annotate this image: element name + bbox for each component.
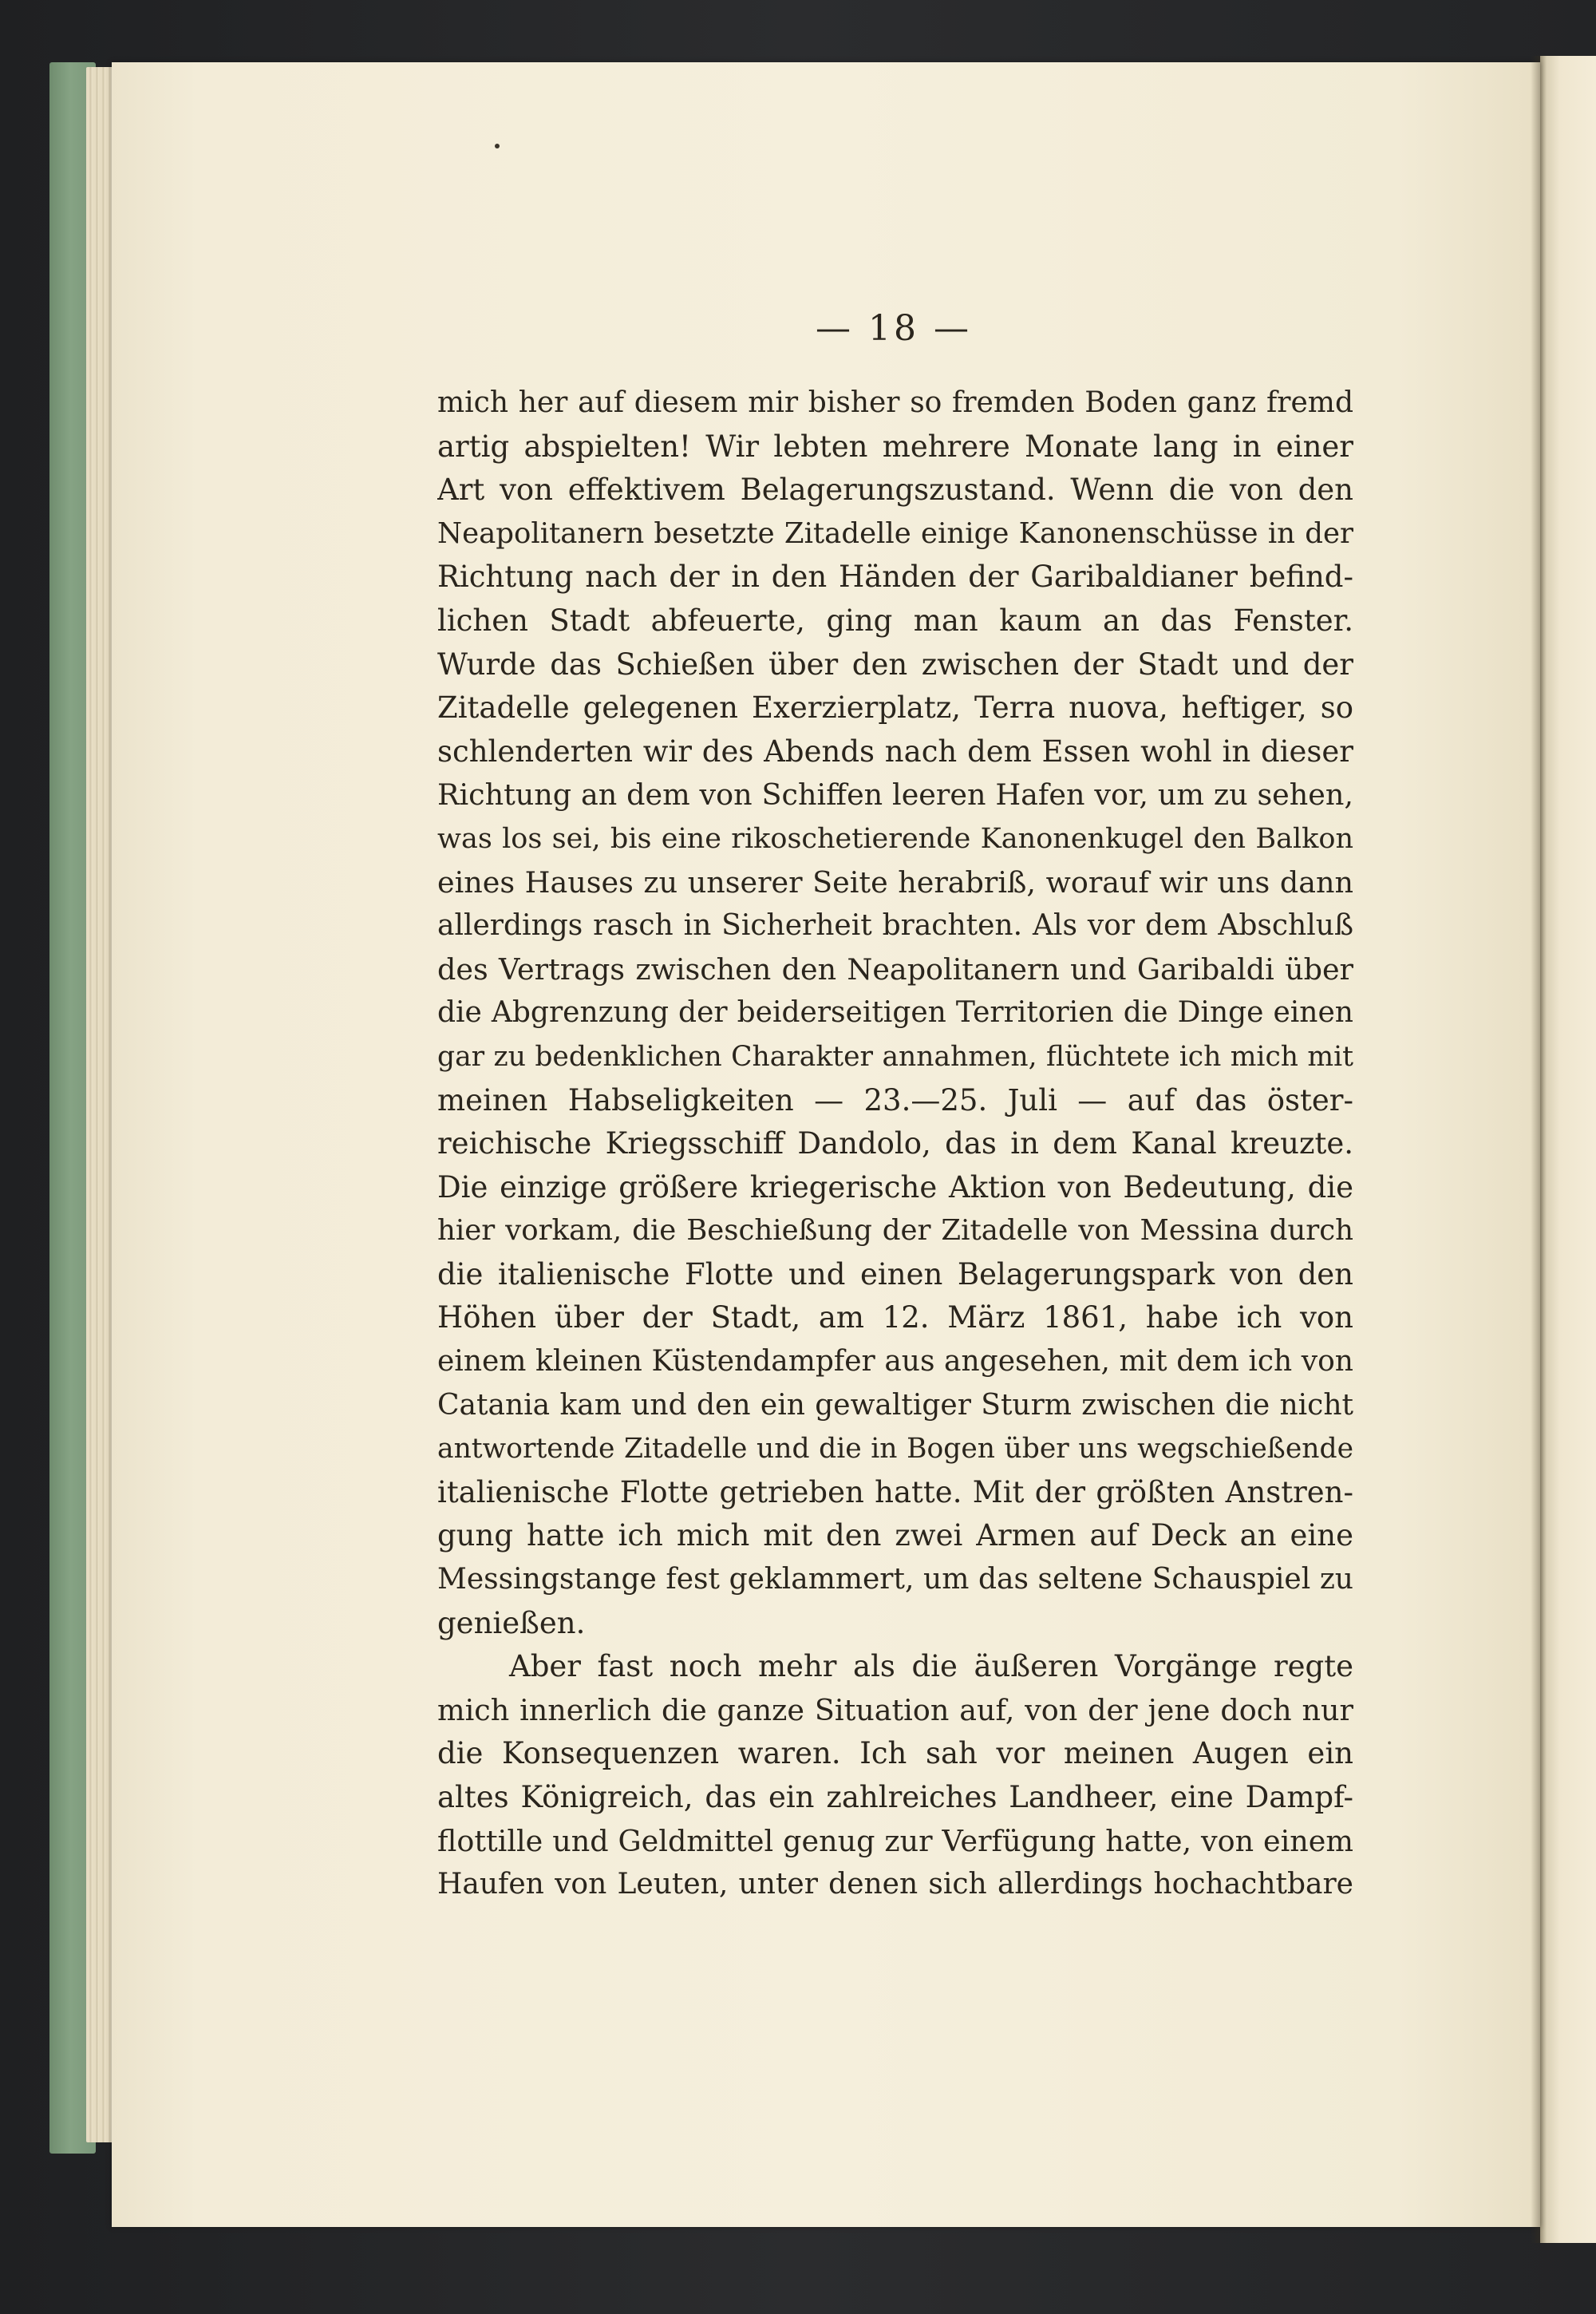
text-line: antwortende Zitadelle und die in Bogen über uns wegschießende — [437, 1433, 1353, 1466]
text-line: mich her auf diesem mir bisher so fremden Boden ganz fremd — [437, 386, 1353, 419]
text-line: die italienische Flotte und einen Belagerungspark von den — [437, 1256, 1353, 1291]
text-line: die Abgrenzung der beiderseitigen Territorien die Dinge einen — [437, 996, 1353, 1030]
ink-speck — [495, 144, 500, 148]
text-line: was los sei, bis eine rikoschetierende Kanonenkugel den Balkon — [437, 822, 1353, 855]
text-line: Richtung nach der in den Händen der Garibaldianer befind- — [437, 560, 1353, 595]
text-line: einem kleinen Küstendampfer aus angesehen, mit dem ich von — [437, 1345, 1353, 1379]
text-line: mich innerlich die ganze Situation auf, von der jene doch nur — [437, 1692, 1353, 1727]
text-line: artig abspielten! Wir lebten mehrere Monate lang in einer — [437, 429, 1353, 464]
text-line: die Konsequenzen waren. Ich sah vor meinen Augen ein — [437, 1736, 1353, 1771]
text-line: italienische Flotte getrieben hatte. Mit der größten Anstren- — [437, 1474, 1353, 1509]
text-line: Messingstange fest geklammert, um das seltene Schauspiel zu — [437, 1563, 1353, 1596]
text-line: hier vorkam, die Beschießung der Zitadelle von Messina durch — [437, 1214, 1353, 1248]
facing-page-edge — [1540, 56, 1596, 2243]
text-line: eines Hauses zu unserer Seite herabriß, worauf wir uns dann — [437, 864, 1353, 900]
text-line: Haufen von Leuten, unter denen sich allerdings hochachtbare — [437, 1868, 1353, 1901]
text-line: allerdings rasch in Sicherheit brachten. Als vor dem Abschluß — [437, 909, 1353, 943]
text-line: Aber fast noch mehr als die äußeren Vorgänge regte — [509, 1649, 1353, 1684]
text-line: gung hatte ich mich mit den zwei Armen auf Deck an eine — [437, 1518, 1353, 1553]
body-text — [437, 382, 1353, 1907]
text-line: gar zu bedenklichen Charakter annahmen, flüchtete ich mich mit — [437, 1040, 1353, 1073]
text-line: Art von effektivem Belagerungszustand. Wenn die von den — [437, 473, 1353, 508]
text-line: flottille und Geldmittel genug zur Verfügung hatte, von einem — [437, 1823, 1353, 1858]
page-number: — 18 — — [816, 308, 972, 349]
text-line: meinen Habseligkeiten — 23.—25. Juli — auf das öster- — [437, 1082, 1353, 1117]
text-line: Wurde das Schießen über den zwischen der Stadt und der — [437, 647, 1353, 682]
text-line: schlenderten wir des Abends nach dem Essen wohl in dieser — [437, 734, 1353, 769]
text-line: Neapolitanern besetzte Zitadelle einige Kanonenschüsse in der — [437, 516, 1353, 550]
text-line: genießen. — [437, 1605, 586, 1640]
gutter-shadow — [1531, 56, 1547, 2243]
text-line: altes Königreich, das ein zahlreiches Landheer, eine Dampf- — [437, 1780, 1353, 1814]
text-line: reichische Kriegsschiff Dandolo, das in dem Kanal kreuzte. — [437, 1126, 1353, 1161]
text-line: lichen Stadt abfeuerte, ging man kaum an das Fenster. — [437, 603, 1353, 638]
text-line: Catania kam und den ein gewaltiger Sturm zwischen die nicht — [437, 1388, 1353, 1422]
text-line: Richtung an dem von Schiffen leeren Hafen vor, um zu sehen, — [437, 777, 1353, 813]
text-line: Die einzige größere kriegerische Aktion von Bedeutung, die — [437, 1169, 1353, 1204]
text-line: des Vertrags zwischen den Neapolitanern und Garibaldi über — [437, 951, 1353, 987]
text-line: Höhen über der Stadt, am 12. März 1861, habe ich von — [437, 1300, 1353, 1335]
text-line: Zitadelle gelegenen Exerzierplatz, Terra nuova, heftiger, so — [437, 690, 1353, 726]
